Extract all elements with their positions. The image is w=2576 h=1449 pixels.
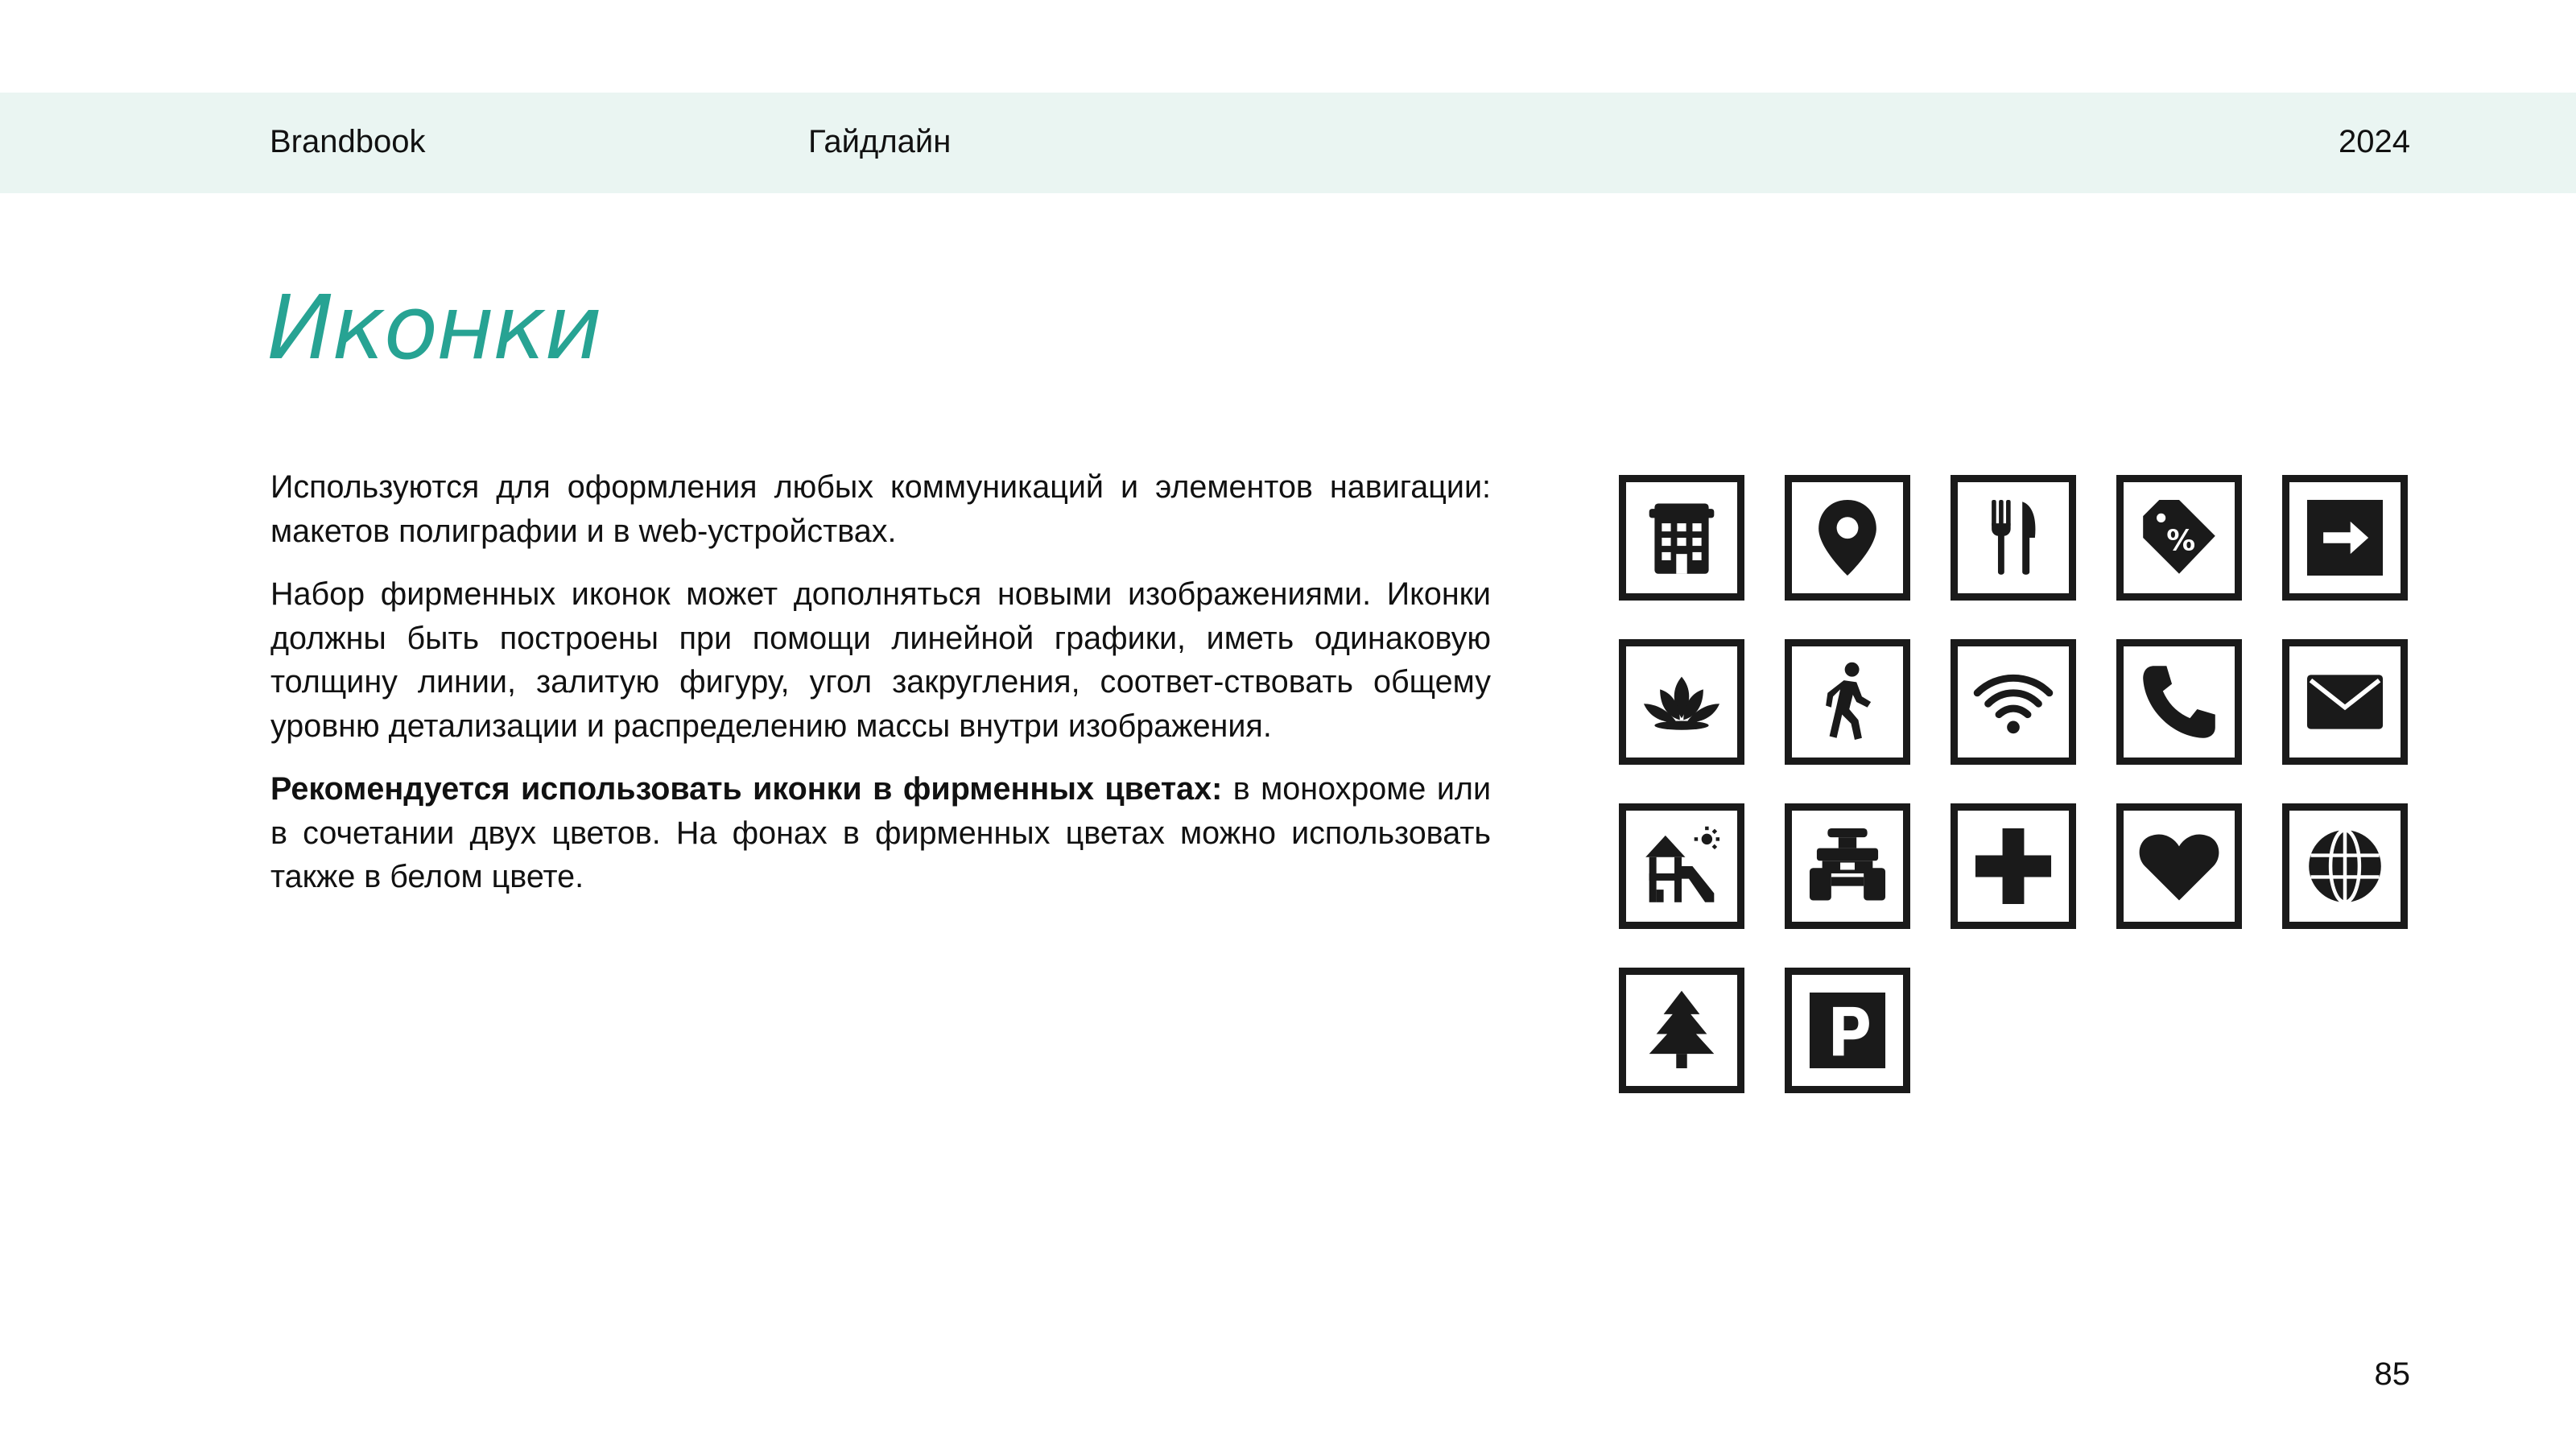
paragraph-1: Используются для оформления любых коммуникаций и элементов навигации: макетов полиграфии и в web-устройствах. — [270, 469, 1491, 549]
playground-icon — [1619, 803, 1744, 929]
page-number: 85 — [2374, 1356, 2410, 1392]
header-year: 2024 — [2339, 124, 2410, 159]
globe-icon — [2282, 803, 2408, 929]
wifi-icon — [1951, 639, 2076, 765]
fork-knife-icon — [1951, 475, 2076, 601]
svg-text:%: % — [2166, 524, 2196, 558]
body-text — [270, 465, 1491, 919]
header-brand: Brandbook — [270, 124, 426, 159]
paragraph-3 — [270, 767, 1491, 899]
building-icon — [1619, 475, 1744, 601]
walking-person-icon — [1785, 639, 1910, 765]
heart-icon — [2116, 803, 2242, 929]
arrow-right-icon — [2282, 475, 2408, 601]
phone-icon — [2116, 639, 2242, 765]
paragraph-2: Набор фирменных иконок может дополняться новыми изображениями. Иконки должны быть построены при помощи линейной графики, иметь одинаковую толщину линии, залитую фигуру, угол закругления, соответ-ствовать общему уровню детализации и распределению массы внутри изображения. — [270, 576, 1491, 744]
map-pin-icon — [1785, 475, 1910, 601]
medical-cross-icon — [1951, 803, 2076, 929]
page-title: Иконки — [267, 276, 601, 379]
mail-icon — [2282, 639, 2408, 765]
tree-icon — [1619, 968, 1744, 1093]
discount-tag-icon — [2116, 475, 2242, 601]
lotus-icon — [1619, 639, 1744, 765]
paragraph-3-rest: в монохроме или в сочетании двух цветов. На фонах в фирменных цветах можно использовать также в белом цвете. — [270, 771, 1492, 894]
paragraph-3-bold: Рекомендуется использовать иконки в фирменных цветах: — [270, 771, 1223, 807]
atv-icon — [1785, 803, 1910, 929]
icon-grid — [1619, 475, 2408, 1093]
parking-icon — [1785, 968, 1910, 1093]
header-section: Гайдлайн — [808, 124, 952, 159]
